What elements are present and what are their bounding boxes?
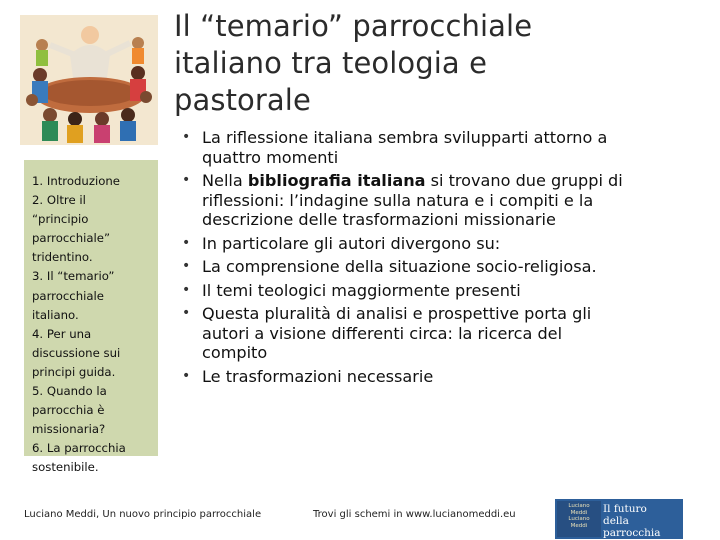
sidebar-line: tridentino. [32,250,93,265]
book-cover-image [555,499,683,539]
bullet-item [180,367,690,387]
sidebar-line: sostenibile. [32,460,99,475]
title-line: pastorale [174,83,311,117]
bullet-dot-icon: • [182,234,191,251]
sidebar-line: 2. Oltre il [32,193,86,208]
bullet-line: autori a visione differenti circa: la ricerca del [202,323,563,343]
last-supper-painting [20,15,158,145]
footer-link-text[interactable]: Trovi gli schemi in www.lucianomeddi.eu [313,509,516,520]
bullet-line: Questa pluralità di analisi e prospettive porta gli [202,304,592,323]
bullet-item [180,304,690,363]
bullet-line: riflessioni: l’indagine sulla natura e i compiti e la [202,190,594,210]
slide-title [174,8,694,119]
bullet-list [180,128,690,390]
bullet-dot-icon: • [182,367,191,384]
bullet-dot-icon: • [182,281,191,298]
bullet-line-rich: Nella bibliografia italiana si trovano due gruppi di [202,171,623,190]
book-cover-title-line: Il futuro [603,503,647,515]
sidebar-line: discussione sui [32,345,121,360]
title-line: Il “temario” parrocchiale [174,9,533,43]
sidebar-line: missionaria? [32,422,106,437]
sidebar-line: 1. Introduzione [32,174,120,188]
title-line: italiano tra teologia e [174,46,488,80]
painting-svg [20,15,158,145]
bullet-line: descrizione delle trasformazioni missionarie [202,210,556,229]
bullet-dot-icon: • [182,172,191,188]
sidebar-line: parrocchia è [32,403,105,418]
bullet-line: Le trasformazioni necessarie [202,366,434,386]
sidebar-line: 4. Per una [32,326,92,341]
sidebar-line: 3. Il “temario” [32,269,115,284]
sidebar-line: parrocchiale” [32,231,111,246]
sidebar-line: 5. Quando la [32,384,107,399]
bullet-dot-icon: • [182,305,191,321]
bullet-line: quattro momenti [202,147,339,167]
bullet-item [180,234,690,254]
book-cover-author-line: Meddi [570,509,588,516]
bullet-dot-icon: • [182,129,191,145]
bullet-line: compito [202,343,268,362]
bullet-item [180,281,690,301]
book-cover-title [603,503,681,539]
bullet-dot-icon: • [182,258,191,274]
book-cover-authors [557,501,601,537]
footer-author: Luciano Meddi, Un nuovo principio parrocchiale [24,509,262,520]
sidebar-line: “principio [32,212,89,227]
book-cover-title-line: della parrocchia [603,515,661,539]
bullet-line: In particolare gli autori divergono su: [202,233,501,253]
sidebar-outline [24,160,158,475]
bullet-line: Il temi teologici maggiormente presenti [202,280,521,300]
book-cover-author-line: Luciano [568,516,590,522]
sidebar-line: principi guida. [32,364,116,379]
sidebar-line: parrocchiale [32,288,104,303]
bullet-line: La riflessione italiana sembra svilupparti attorno a [202,128,608,147]
bullet-item [180,257,690,277]
bullet-line: La comprensione della situazione socio-religiosa. [202,257,597,276]
book-cover-author-line: Luciano [568,503,590,509]
book-cover-author-line: Meddi [570,522,588,529]
bullet-item [180,128,690,167]
sidebar-line: 6. La parrocchia [32,441,126,456]
bold-phrase: bibliografia italiana [247,171,426,190]
bullet-item [180,171,690,230]
sidebar-line: italiano. [32,307,79,322]
